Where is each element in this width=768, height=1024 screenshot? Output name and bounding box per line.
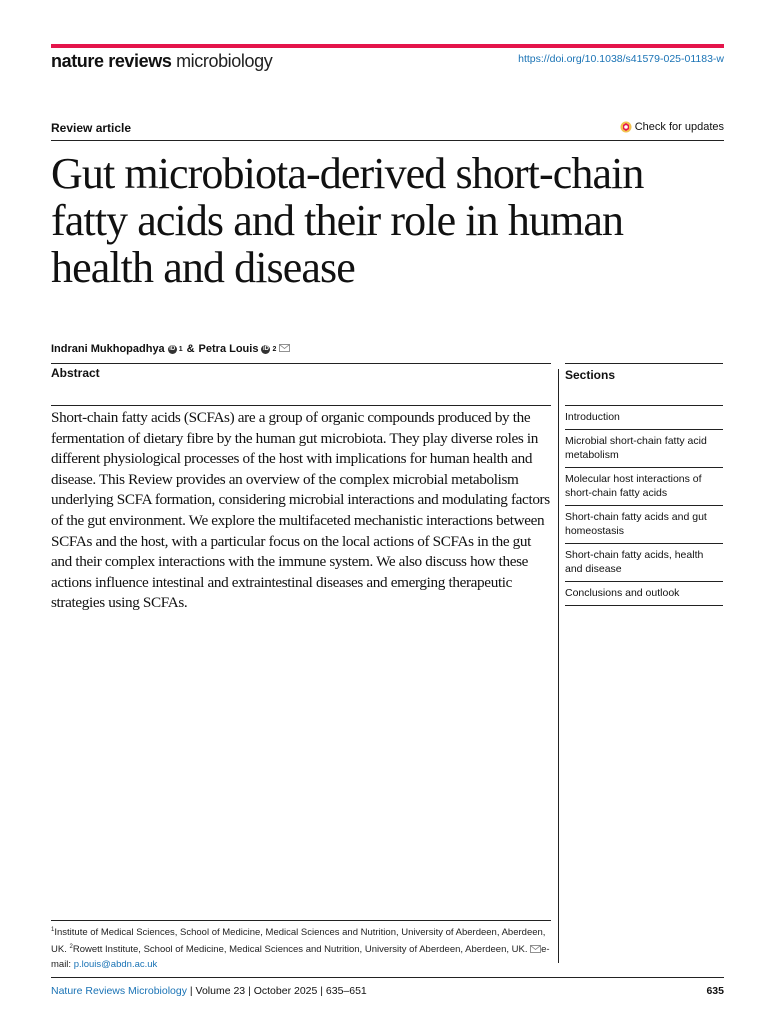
email-link[interactable]: p.louis@abdn.ac.uk (73, 959, 158, 971)
affiliation-sup: 2 (69, 944, 73, 951)
affiliations-rule (51, 920, 551, 921)
footer-journal-link[interactable]: Nature Reviews Microbiology (51, 985, 187, 997)
section-link-gut-homeostasis[interactable]: Short-chain fatty acids and gut homeostasis (565, 505, 723, 543)
footer-citation (51, 985, 367, 997)
check-updates-label: Check for updates (634, 121, 724, 133)
article-title: Gut microbiota-derived short-chain fatty acids and their role in human health and disease (51, 149, 644, 292)
check-updates-button[interactable] (620, 121, 724, 133)
orcid-icon[interactable]: iD (262, 345, 269, 352)
author-name[interactable]: Petra Louis (198, 343, 259, 355)
header-rule (51, 140, 724, 141)
affiliation-sup: 1 (51, 927, 55, 933)
mail-icon (530, 944, 541, 955)
article-type-label: Review article (51, 121, 132, 135)
orcid-icon[interactable]: iD (169, 345, 176, 352)
section-link-health-disease[interactable]: Short-chain fatty acids, health and disease (565, 543, 723, 581)
footer-details: | Volume 23 | October 2025 | 635–651 (186, 985, 367, 997)
journal-name-bold: nature reviews (51, 51, 172, 71)
journal-logo (51, 51, 272, 72)
affiliation-1: Institute of Medical Sciences, School of Medicine, Medical Sciences and Nutrition, University of Aberdeen, Aberdeen, UK. (51, 927, 546, 956)
header-accent-bar (51, 44, 724, 48)
abstract-top-rule (51, 363, 551, 364)
section-link-microbial-metabolism[interactable]: Microbial short-chain fatty acid metabolism (565, 429, 723, 467)
abstract-text: Short-chain fatty acids (SCFAs) are a group of organic compounds produced by the fermentation of dietary fibre by the human gut microbiota. They play diverse roles in different physiological processes of the host with implications for human health and disease. This Review provides an overview of the complex microbial metabolism underlying SCFA formation, considering microbial interactions and modulating factors of the gut environment. We explore the multifaceted mechanistic interactions between SCFAs and the host, with a particular focus on the local actions of SCFAs in the gut and their complex interactions with the immune system. We also discuss how these actions influence intestinal and extraintestinal diseases and emerging therapeutic strategies using SCFAs. (51, 409, 550, 612)
author-name[interactable]: Indrani Mukhopadhya (51, 343, 165, 355)
email-label: e-mail: (51, 944, 550, 971)
mail-icon[interactable] (279, 343, 290, 355)
section-link-host-interactions[interactable]: Molecular host interactions of short-chain fatty acids (565, 467, 723, 505)
author-separator: & (186, 343, 195, 355)
sections-list (565, 405, 723, 606)
abstract-heading: Abstract (51, 366, 100, 380)
check-updates-icon (620, 121, 632, 133)
journal-name-light: microbiology (176, 51, 273, 71)
column-divider (558, 369, 559, 963)
page-number: 635 (706, 985, 724, 997)
doi-link[interactable]: https://doi.org/10.1038/s41579-025-01183-w (518, 53, 724, 65)
sections-heading: Sections (565, 368, 616, 382)
author-list (51, 343, 290, 355)
author-affiliation-sup: 2 (272, 345, 277, 353)
section-link-conclusions[interactable]: Conclusions and outlook (565, 581, 723, 606)
footer-rule (51, 977, 724, 978)
author-affiliation-sup: 1 (178, 345, 183, 353)
affiliations (51, 923, 551, 972)
abstract-body-rule (51, 405, 551, 406)
section-link-introduction[interactable]: Introduction (565, 405, 723, 429)
sections-top-rule (565, 363, 723, 364)
affiliation-2: Rowett Institute, School of Medicine, Medical Sciences and Nutrition, University of Aberdeen, Aberdeen, UK. (72, 944, 528, 956)
